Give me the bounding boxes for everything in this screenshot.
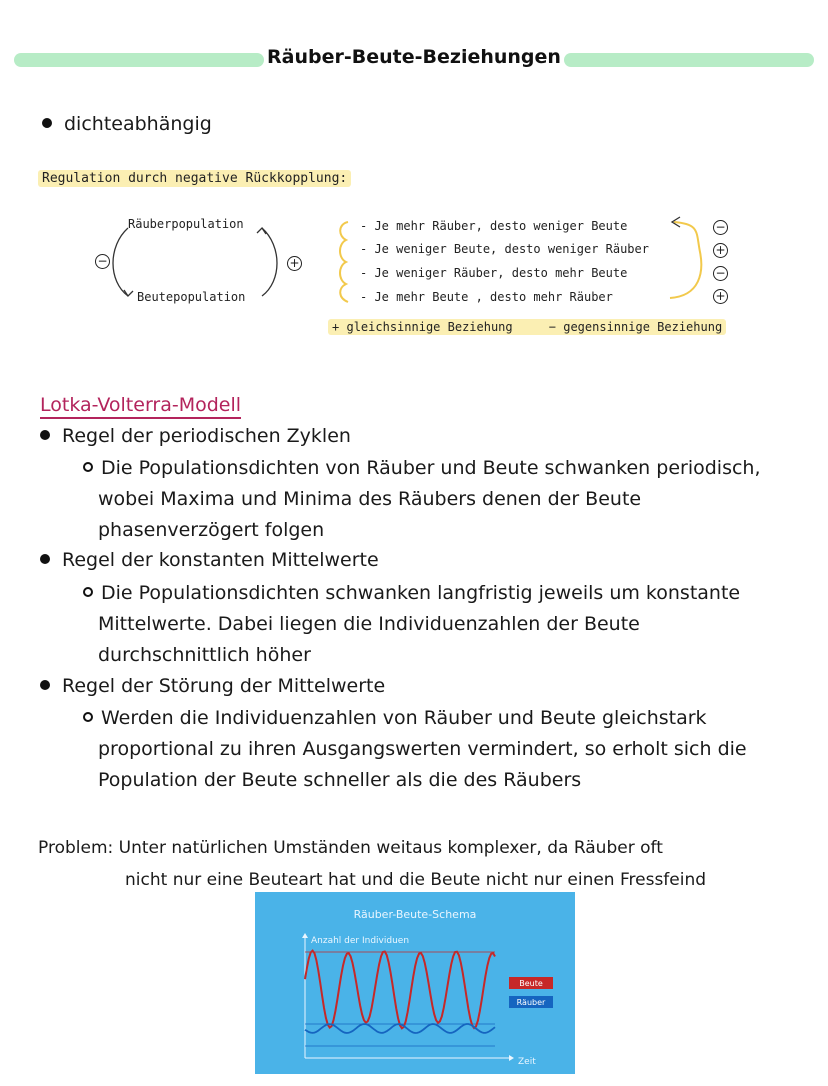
cycle-arrow-right [262, 228, 277, 296]
rule-1-line-3: phasenverzögert folgen [98, 519, 325, 541]
rule-1-title-row [40, 425, 351, 447]
regulation-text: Regulation durch negative Rückkopplung: [38, 170, 351, 187]
cycle-arrows [100, 226, 300, 306]
chart-xlabel: Zeit [518, 1057, 536, 1067]
rule-3-line-3: Population der Beute schneller als die des Räubers [98, 769, 582, 791]
cycle-arrowhead-right [257, 228, 266, 234]
chart-ylabel: Anzahl der Individuen [311, 936, 410, 946]
legend-plus-text: gleichsinnige Beziehung [346, 320, 513, 334]
rule-1-title: Regel der periodischen Zyklen [62, 425, 351, 447]
sub-bullet-icon [83, 587, 93, 597]
feedback-bracket-curve [340, 222, 348, 302]
chart-x-axis-arrowhead [509, 1055, 514, 1061]
chart-svg [255, 892, 575, 1074]
density-label: dichteabhängig [64, 113, 212, 135]
legend-label-beute: Beute [519, 979, 543, 988]
feedback-sign-3: − [713, 266, 728, 281]
problem-note [38, 832, 706, 896]
cycle-minus-sign: − [95, 254, 110, 269]
feedback-loop-curve [670, 222, 701, 298]
rule-3-line-1: Werden die Individuenzahlen von Räuber und Beute gleichstark [101, 707, 707, 729]
bullet-dot-icon [40, 554, 50, 564]
problem-line-1: Unter natürlichen Umständen weitaus komplexer, da Räuber oft [118, 838, 663, 858]
cycle-arrow-left [113, 228, 128, 296]
rule-1-text [83, 453, 803, 546]
rule-2-line-3: durchschnittlich höher [98, 644, 311, 666]
model-title: Lotka-Volterra-Modell [40, 394, 241, 419]
feedback-line-2: - Je weniger Beute, desto weniger Räuber [360, 242, 649, 256]
bullet-dot-icon [42, 118, 52, 128]
series-line-beute [305, 951, 495, 1029]
rule-2-title: Regel der konstanten Mittelwerte [62, 549, 379, 571]
rule-2-line-2: Mittelwerte. Dabei liegen die Individuenzahlen der Beute [98, 613, 640, 635]
title-decoration-left [14, 53, 264, 67]
feedback-line-3: - Je weniger Räuber, desto mehr Beute [360, 266, 628, 280]
feedback-line-1: - Je mehr Räuber, desto weniger Beute [360, 219, 628, 233]
sign-legend [328, 320, 726, 334]
chart-title: Räuber-Beute-Schema [353, 908, 477, 921]
title-decoration-right [564, 53, 814, 67]
rule-3-title: Regel der Störung der Mittelwerte [62, 675, 386, 697]
cycle-top-label: Räuberpopulation [128, 217, 244, 231]
rule-2-line-1: Die Populationsdichten schwanken langfristig jeweils um konstante [101, 582, 741, 604]
rule-1-line-1: Die Populationsdichten von Räuber und Beute schwanken periodisch, [101, 457, 761, 479]
feedback-sign-1: − [713, 220, 728, 235]
sign-legend-highlight [328, 319, 726, 335]
bullet-dot-icon [40, 430, 50, 440]
problem-label: Problem: [38, 838, 114, 858]
rule-2-text [83, 578, 803, 671]
sub-bullet-icon [83, 462, 93, 472]
page-title: Räuber-Beute-Beziehungen [267, 46, 561, 68]
legend-minus-sign: − [548, 320, 556, 334]
predator-prey-chart [255, 892, 575, 1074]
title-bar [14, 44, 814, 76]
feedback-sign-2: + [713, 243, 728, 258]
feedback-line-4: - Je mehr Beute , desto mehr Räuber [360, 290, 613, 304]
rule-1-line-2: wobei Maxima und Minima des Räubers denen der Beute [98, 488, 642, 510]
cycle-plus-sign: + [287, 256, 302, 271]
cycle-arrowhead-left [124, 290, 133, 296]
legend-label-raeuber: Räuber [516, 998, 546, 1007]
rule-3-text [83, 703, 803, 796]
rule-3-title-row [40, 675, 385, 697]
problem-line-2: nicht nur eine Beuteart hat und die Beute nicht nur einen Fressfeind [125, 870, 707, 890]
rule-2-title-row [40, 549, 379, 571]
feedback-sign-4: + [713, 289, 728, 304]
sub-bullet-icon [83, 712, 93, 722]
cycle-bottom-label: Beutepopulation [137, 290, 246, 304]
density-bullet [42, 113, 212, 135]
legend-minus-text: gegensinnige Beziehung [563, 320, 723, 334]
regulation-label [38, 171, 351, 186]
rule-3-line-2: proportional zu ihren Ausgangswerten vermindert, so erholt sich die [98, 738, 747, 760]
feedback-loop-arrow [660, 212, 710, 302]
chart-y-axis-arrowhead [302, 933, 308, 938]
feedback-brackets [330, 218, 360, 308]
legend-plus-sign: + [332, 320, 340, 334]
bullet-dot-icon [40, 680, 50, 690]
